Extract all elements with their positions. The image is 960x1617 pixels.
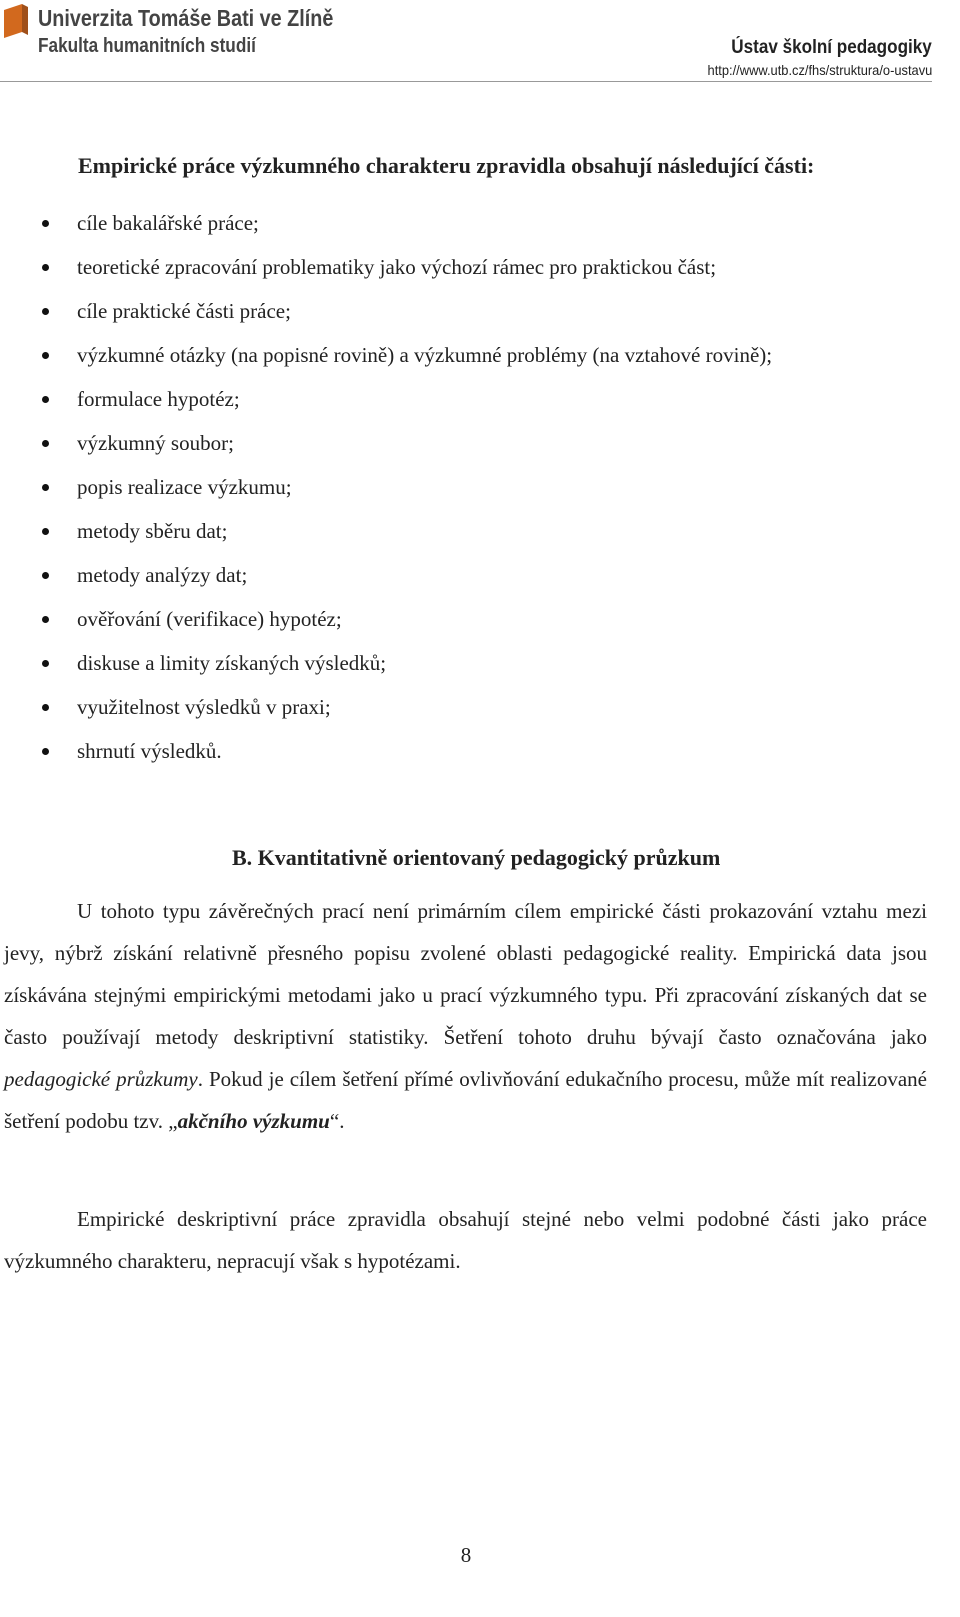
list-item: [0, 377, 940, 421]
header-divider: [0, 81, 932, 82]
paragraph-text: . Pokud je cílem šetření přímé ovlivňování edukačního procesu, může mít realizované šetření podobu tzv. „: [4, 1067, 927, 1133]
list-item: [0, 641, 940, 685]
list-item: [0, 333, 940, 377]
utb-logo-icon: [4, 4, 28, 40]
bullet-icon: [42, 352, 49, 359]
list-item-text: metody analýzy dat;: [77, 563, 248, 587]
subsection-heading: B. Kvantitativně orientovaný pedagogický průzkum: [232, 845, 721, 870]
list-item-text: metody sběru dat;: [77, 519, 228, 543]
list-item-text: teoretické zpracování problematiky jako výchozí rámec pro praktickou část;: [77, 255, 717, 279]
list-item: [0, 289, 940, 333]
paragraph-text: Empirické deskriptivní práce zpravidla obsahují stejné nebo velmi podobné části jako práce výzkumného charakteru, nepracují však s hypotézami.: [4, 1207, 927, 1273]
bullet-icon: [42, 704, 49, 711]
emphasized-term: pedagogické průzkumy: [4, 1067, 198, 1091]
paragraph-text: “.: [329, 1109, 345, 1133]
bullet-icon: [42, 572, 49, 579]
list-item-text: popis realizace výzkumu;: [77, 475, 292, 499]
university-name: Univerzita Tomáše Bati ve Zlíně: [38, 5, 334, 31]
faculty-name: Fakulta humanitních studií: [38, 35, 256, 57]
list-item: [0, 509, 940, 553]
list-item-text: diskuse a limity získaných výsledků;: [77, 651, 387, 675]
section-heading: Empirické práce výzkumného charakteru zpravidla obsahují následující části:: [78, 153, 815, 178]
page-header: [0, 0, 960, 84]
list-item-text: cíle praktické části práce;: [77, 299, 291, 323]
paragraph-text: U tohoto typu závěrečných prací není primárním cílem empirické části prokazování vztahu mezi jevy, nýbrž získání relativně přesného popisu zvolené oblasti pedagogické reality. Empirická data jsou získávána stejnými empirickými metodami jako u prací výzkumného typu. Při zpracování získaných dat se často používají metody deskriptivní statistiky. Šetření tohoto druhu bývají často označována jako: [4, 899, 927, 1049]
body-paragraph: [4, 890, 927, 1142]
body-paragraph: [4, 1198, 927, 1282]
bullet-icon: [42, 748, 49, 755]
bullet-icon: [42, 264, 49, 271]
department-url[interactable]: http://www.utb.cz/fhs/struktura/o-ustavu: [707, 62, 932, 78]
list-item-text: výzkumný soubor;: [77, 431, 234, 455]
bullet-icon: [42, 396, 49, 403]
list-item: [0, 729, 940, 773]
bullet-icon: [42, 528, 49, 535]
bullet-icon: [42, 308, 49, 315]
list-item-text: ověřování (verifikace) hypotéz;: [77, 607, 342, 631]
department-name: Ústav školní pedagogiky: [731, 37, 932, 58]
bullet-icon: [42, 484, 49, 491]
list-item-text: cíle bakalářské práce;: [77, 211, 259, 235]
bullet-list: [0, 201, 940, 773]
emphasized-term: akčního výzkumu: [177, 1109, 330, 1133]
list-item: [0, 421, 940, 465]
bullet-icon: [42, 616, 49, 623]
list-item-text: shrnutí výsledků.: [77, 739, 222, 763]
list-item: [0, 201, 940, 245]
list-item: [0, 553, 940, 597]
bullet-icon: [42, 220, 49, 227]
bullet-icon: [42, 660, 49, 667]
bullet-icon: [42, 440, 49, 447]
list-item: [0, 597, 940, 641]
list-item: [0, 245, 940, 289]
list-item-text: využitelnost výsledků v praxi;: [77, 695, 331, 719]
list-item: [0, 465, 940, 509]
page-number: 8: [460, 1543, 472, 1567]
list-item-text: výzkumné otázky (na popisné rovině) a výzkumné problémy (na vztahové rovině);: [77, 343, 773, 367]
list-item-text: formulace hypotéz;: [77, 387, 240, 411]
list-item: [0, 685, 940, 729]
